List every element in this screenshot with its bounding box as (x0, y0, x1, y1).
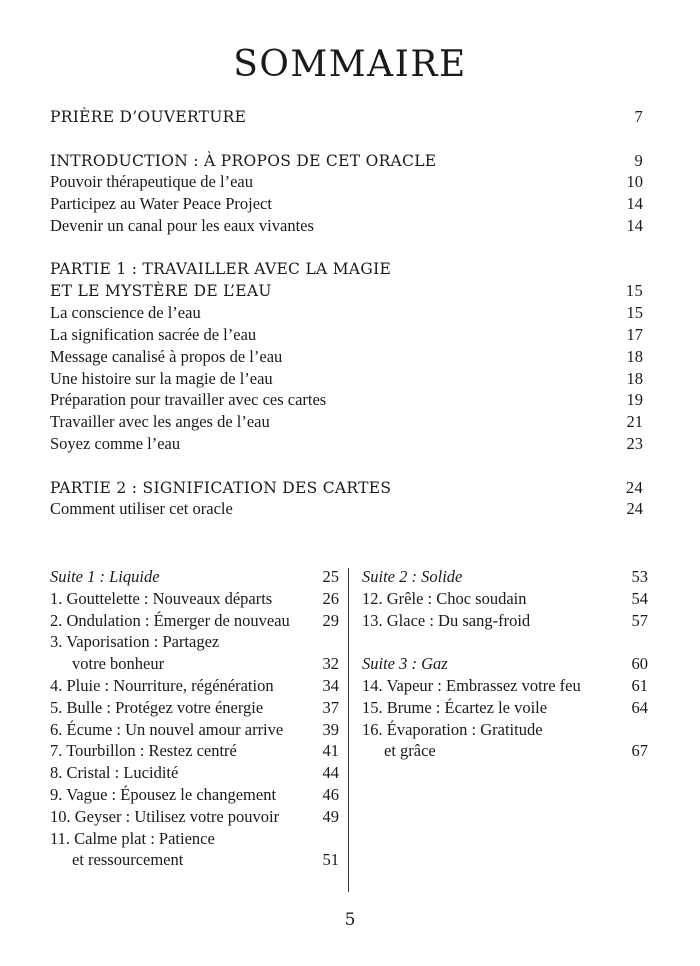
toc-entry-label: Devenir un canal pour les eaux vivantes (50, 215, 314, 235)
card-label-continued: et ressourcement (72, 850, 184, 870)
card-label: 11. Calme plat : Patience (50, 828, 215, 848)
toc-entry-page: 23 (626, 433, 643, 453)
card-label: 14. Vapeur : Embrassez votre feu (362, 675, 581, 695)
toc-entry-page: 19 (626, 390, 643, 410)
toc-subentry[interactable] (50, 171, 643, 193)
card-suites-section (50, 566, 648, 891)
card-page: 49 (322, 806, 339, 826)
card-label: 13. Glace : Du sang-froid (362, 610, 531, 630)
toc-entry-page: 7 (634, 107, 643, 126)
toc-entry-label: La conscience de l’eau (50, 303, 201, 323)
toc-entry-page: 10 (626, 172, 643, 192)
card-label: 2. Ondulation : Émerger de nouveau (50, 610, 290, 630)
card-label: 15. Brume : Écartez le voile (362, 697, 548, 717)
suite-label: Suite 2 : Solide (362, 567, 463, 586)
page-number: 5 (344, 910, 356, 930)
card-entry[interactable] (50, 588, 339, 610)
suite2-suite3-column (362, 566, 648, 762)
card-entry[interactable] (50, 610, 339, 632)
card-label: 1. Gouttelette : Nouveaux départs (50, 588, 273, 608)
card-entry[interactable] (362, 675, 648, 697)
suite-heading[interactable] (362, 566, 648, 588)
card-page: 54 (631, 588, 648, 608)
table-of-contents (50, 106, 643, 520)
toc-entry-page: 14 (626, 194, 643, 214)
toc-subentry[interactable] (50, 193, 643, 215)
card-label: 10. Geyser : Utilisez votre pouvoir (50, 806, 280, 826)
suite-page: 60 (631, 654, 648, 674)
toc-subentry[interactable] (50, 411, 643, 433)
card-label-continued: et grâce (384, 741, 436, 761)
toc-entry-partie1[interactable] (50, 280, 643, 302)
page-title: SOMMAIRE (233, 44, 467, 85)
suite-page: 25 (322, 567, 339, 586)
card-label-continued: votre bonheur (72, 654, 165, 674)
card-entry-line2[interactable] (362, 740, 648, 762)
card-label: 8. Cristal : Lucidité (50, 763, 179, 783)
card-entry[interactable] (50, 697, 339, 719)
toc-subentry[interactable] (50, 346, 643, 368)
toc-entry-priere[interactable] (50, 106, 643, 128)
suite1-column (50, 566, 339, 871)
toc-entry-page: 18 (626, 346, 643, 366)
suite-heading[interactable] (50, 566, 339, 588)
card-entry-line1[interactable] (50, 828, 339, 850)
toc-entry-label: Message canalisé à propos de l’eau (50, 346, 283, 366)
card-entry-line2[interactable] (50, 849, 339, 871)
card-page: 44 (322, 763, 339, 783)
toc-entry-partie2[interactable] (50, 477, 643, 499)
card-page: 39 (322, 719, 339, 739)
card-entry[interactable] (50, 675, 339, 697)
toc-entry-partie1-line1: PARTIE 1 : TRAVAILLER AVEC LA MAGIE (50, 259, 392, 278)
card-page: 57 (631, 610, 648, 630)
card-page: 46 (322, 784, 339, 804)
card-entry[interactable] (362, 697, 648, 719)
toc-subentry[interactable] (50, 433, 643, 455)
card-entry[interactable] (362, 610, 648, 632)
toc-entry-label: La signification sacrée de l’eau (50, 324, 257, 344)
toc-entry-label: Soyez comme l’eau (50, 433, 181, 453)
card-entry-line1[interactable] (362, 719, 648, 741)
card-label: 16. Évaporation : Gratitude (362, 719, 543, 739)
card-page: 34 (322, 675, 339, 695)
card-label: 3. Vaporisation : Partagez (50, 632, 220, 652)
card-page: 32 (322, 654, 339, 674)
toc-entry-label: Participez au Water Peace Project (50, 194, 272, 214)
card-entry[interactable] (50, 719, 339, 741)
toc-entry-label: PARTIE 2 : SIGNIFICATION DES CARTES (50, 478, 392, 497)
card-entry[interactable] (362, 588, 648, 610)
toc-entry-page: 18 (626, 368, 643, 388)
toc-entry-page: 24 (626, 499, 643, 519)
card-label: 9. Vague : Épousez le changement (50, 784, 277, 804)
card-page: 67 (631, 741, 648, 761)
card-page: 37 (322, 697, 339, 717)
toc-entry-page: 15 (626, 303, 643, 323)
card-label: 5. Bulle : Protégez votre énergie (50, 697, 264, 717)
card-entry[interactable] (50, 740, 339, 762)
toc-entry-page: 17 (626, 324, 643, 344)
toc-entry-page: 21 (626, 412, 643, 432)
toc-entry-label: Pouvoir thérapeutique de l’eau (50, 172, 253, 192)
toc-entry-label: Préparation pour travailler avec ces cartes (50, 390, 327, 410)
toc-subentry[interactable] (50, 215, 643, 237)
toc-subentry[interactable] (50, 324, 643, 346)
suite-page: 53 (631, 567, 648, 586)
card-entry[interactable] (50, 762, 339, 784)
card-label: 4. Pluie : Nourriture, régénération (50, 675, 274, 695)
card-entry[interactable] (50, 806, 339, 828)
toc-entry-label: PRIÈRE D’OUVERTURE (50, 108, 247, 126)
card-page: 29 (322, 610, 339, 630)
card-page: 61 (631, 675, 648, 695)
card-page: 64 (631, 697, 648, 717)
toc-entry-label: Une histoire sur la magie de l’eau (50, 368, 273, 388)
card-label: 6. Écume : Un nouvel amour arrive (50, 719, 284, 739)
card-page: 51 (322, 850, 339, 870)
toc-entry-label: Travailler avec les anges de l’eau (50, 412, 270, 432)
card-label: 7. Tourbillon : Restez centré (50, 741, 237, 761)
toc-entry-page: 24 (625, 477, 643, 497)
card-page: 41 (322, 741, 339, 761)
toc-entry-label: Comment utiliser cet oracle (50, 499, 233, 519)
toc-entry-introduction[interactable] (50, 150, 643, 172)
toc-entry-label: ET LE MYSTÈRE DE L’EAU (50, 282, 272, 301)
toc-subentry[interactable] (50, 368, 643, 390)
card-entry[interactable] (50, 784, 339, 806)
toc-entry-label: INTRODUCTION : À PROPOS DE CET ORACLE (50, 151, 437, 170)
column-divider (348, 568, 349, 892)
toc-entry-page: 15 (625, 281, 643, 301)
card-entry-line1[interactable] (50, 631, 339, 653)
toc-subentry[interactable] (50, 389, 643, 411)
suite-heading[interactable] (362, 653, 648, 675)
toc-entry-page: 9 (634, 150, 643, 170)
card-entry-line2[interactable] (50, 653, 339, 675)
toc-subentry[interactable] (50, 498, 643, 520)
toc-entry-page: 14 (626, 215, 643, 235)
card-label: 12. Grêle : Choc soudain (362, 588, 527, 608)
toc-subentry[interactable] (50, 302, 643, 324)
suite-label: Suite 3 : Gaz (362, 654, 448, 674)
card-page: 26 (322, 588, 339, 608)
suite-label: Suite 1 : Liquide (50, 567, 160, 586)
